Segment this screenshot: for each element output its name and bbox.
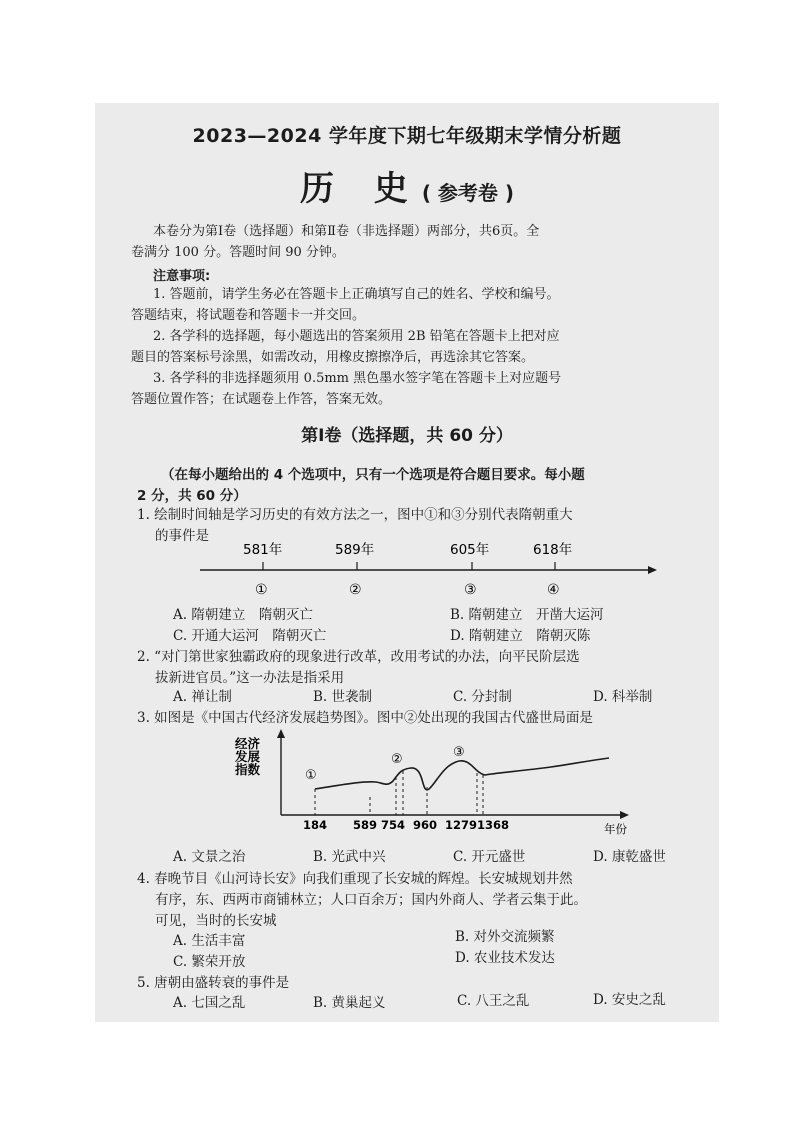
notice-item: 答题位置作答；在试题卷上作答，答案无效。 [131, 392, 392, 407]
notice-heading: 注意事项: [153, 269, 211, 284]
q2-option-b[interactable]: B. 世袭制 [313, 689, 373, 705]
chart-ylabel-line: 经济 [235, 736, 261, 751]
q3-stem: 3. 如图是《中国古代经济发展趋势图》。图中②处出现的我国古代盛世局面是 [137, 710, 593, 726]
q3-option-c[interactable]: C. 开元盛世 [453, 849, 526, 865]
section-title: 第Ⅰ卷（选择题，共 60 分） [301, 426, 513, 446]
chart-y-arrow [277, 729, 285, 738]
q1-timeline [200, 531, 660, 601]
notice-item: 3. 各学科的非选择题须用 0.5mm 黑色墨水签字笔在答题卡上对应题号 [153, 371, 562, 386]
q4-stem: 4. 春晚节目《山河诗长安》向我们重现了长安城的辉煌。长安城规划井然 [137, 871, 573, 887]
q1-option-d[interactable]: D. 隋朝建立 隋朝灭陈 [450, 628, 591, 644]
notice-item: 1. 答题前，请学生务必在答题卡上正确填写自己的姓名、学校和编号。 [153, 287, 560, 302]
chart-marker: ③ [453, 745, 465, 760]
chart-ylabel-line: 指数 [235, 762, 261, 777]
chart-x-tick: 960 [413, 818, 438, 832]
subject-name: 历 史 [299, 169, 422, 209]
chart-marker: ② [391, 752, 403, 767]
timeline-mark: ① [255, 582, 268, 598]
exam-title: 2023—2024 学年度下期七年级期末学情分析题 [192, 125, 622, 147]
q5-option-b[interactable]: B. 黄巢起义 [313, 995, 386, 1011]
chart-x-tick: 754 [381, 818, 406, 832]
q1-option-c[interactable]: C. 开通大运河 隋朝灭亡 [173, 628, 327, 644]
q3-economic-trend-chart [231, 725, 641, 843]
q1-stem: 1. 绘制时间轴是学习历史的有效方法之一，图中①和③分别代表隋朝重大 [137, 507, 573, 523]
q2-stem: 2. “对门第世家独霸政府的现象进行改革，改用考试的办法，向平民阶层选 [137, 649, 580, 665]
q3-option-b[interactable]: B. 光武中兴 [313, 849, 386, 865]
chart-ylabel-line: 发展 [235, 749, 261, 764]
chart-x-tick: 184 [303, 818, 328, 832]
q1-option-b[interactable]: B. 隋朝建立 开凿大运河 [450, 607, 604, 623]
timeline-year: 618年 [533, 542, 573, 558]
intro-line: 本卷分为第Ⅰ卷（选择题）和第Ⅱ卷（非选择题）两部分，共6页。全 [153, 224, 540, 239]
intro-line: 卷满分 100 分。答题时间 90 分钟。 [131, 245, 345, 260]
q2-option-a[interactable]: A. 禅让制 [173, 689, 232, 705]
q4-option-d[interactable]: D. 农业技术发达 [455, 950, 555, 966]
q2-option-d[interactable]: D. 科举制 [593, 689, 653, 705]
section-instruction: （在每小题给出的 4 个选项中，只有一个选项是符合题目要求。每小题 [161, 467, 585, 483]
chart-trend-line [315, 758, 609, 790]
timeline-arrow [648, 566, 657, 574]
notice-item: 2. 各学科的选择题，每小题选出的答案须用 2B 铅笔在答题卡上把对应 [153, 329, 560, 344]
subject-heading [95, 161, 719, 210]
q4-stem: 可见，当时的长安城 [155, 913, 277, 929]
q2-option-c[interactable]: C. 分封制 [453, 689, 512, 705]
q1-option-a[interactable]: A. 隋朝建立 隋朝灭亡 [173, 607, 313, 623]
q5-option-c[interactable]: C. 八王之乱 [457, 993, 530, 1009]
chart-x-label: 年份 [604, 822, 627, 836]
q3-option-a[interactable]: A. 文景之治 [173, 849, 246, 865]
q4-stem: 有序，东、西两市商铺林立；人口百余万；国内外商人、学者云集于此。 [155, 892, 587, 908]
q4-option-b[interactable]: B. 对外交流频繁 [455, 929, 555, 945]
chart-x-tick: 1368 [477, 818, 510, 832]
q1-stem: 的事件是 [155, 528, 209, 544]
timeline-mark: ② [349, 582, 362, 598]
timeline-mark: ④ [547, 582, 560, 598]
notice-item: 题目的答案标号涂黑，如需改动，用橡皮擦擦净后，再选涂其它答案。 [131, 350, 535, 365]
exam-paper [95, 103, 719, 1022]
section-instruction: 2 分，共 60 分） [137, 488, 247, 504]
timeline-mark: ③ [464, 582, 477, 598]
chart-x-tick: 589 [353, 818, 378, 832]
q4-option-a[interactable]: A. 生活丰富 [173, 933, 246, 949]
timeline-year: 581年 [243, 542, 283, 558]
timeline-year: 605年 [450, 542, 490, 558]
q5-option-d[interactable]: D. 安史之乱 [593, 992, 666, 1008]
subject-note: ( 参考卷 ) [421, 181, 515, 205]
q5-option-a[interactable]: A. 七国之乱 [173, 995, 246, 1011]
q5-stem: 5. 唐朝由盛转衰的事件是 [137, 975, 290, 991]
timeline-year: 589年 [335, 542, 375, 558]
q2-stem: 拔新进官员。”这一办法是指采用 [155, 670, 345, 686]
chart-x-arrow [620, 811, 629, 819]
q4-option-c[interactable]: C. 繁荣开放 [173, 954, 246, 970]
notice-item: 答题结束，将试题卷和答题卡一并交回。 [131, 308, 366, 323]
chart-x-tick: 1279 [445, 818, 478, 832]
chart-marker: ① [305, 768, 317, 783]
q3-option-d[interactable]: D. 康乾盛世 [593, 849, 666, 865]
